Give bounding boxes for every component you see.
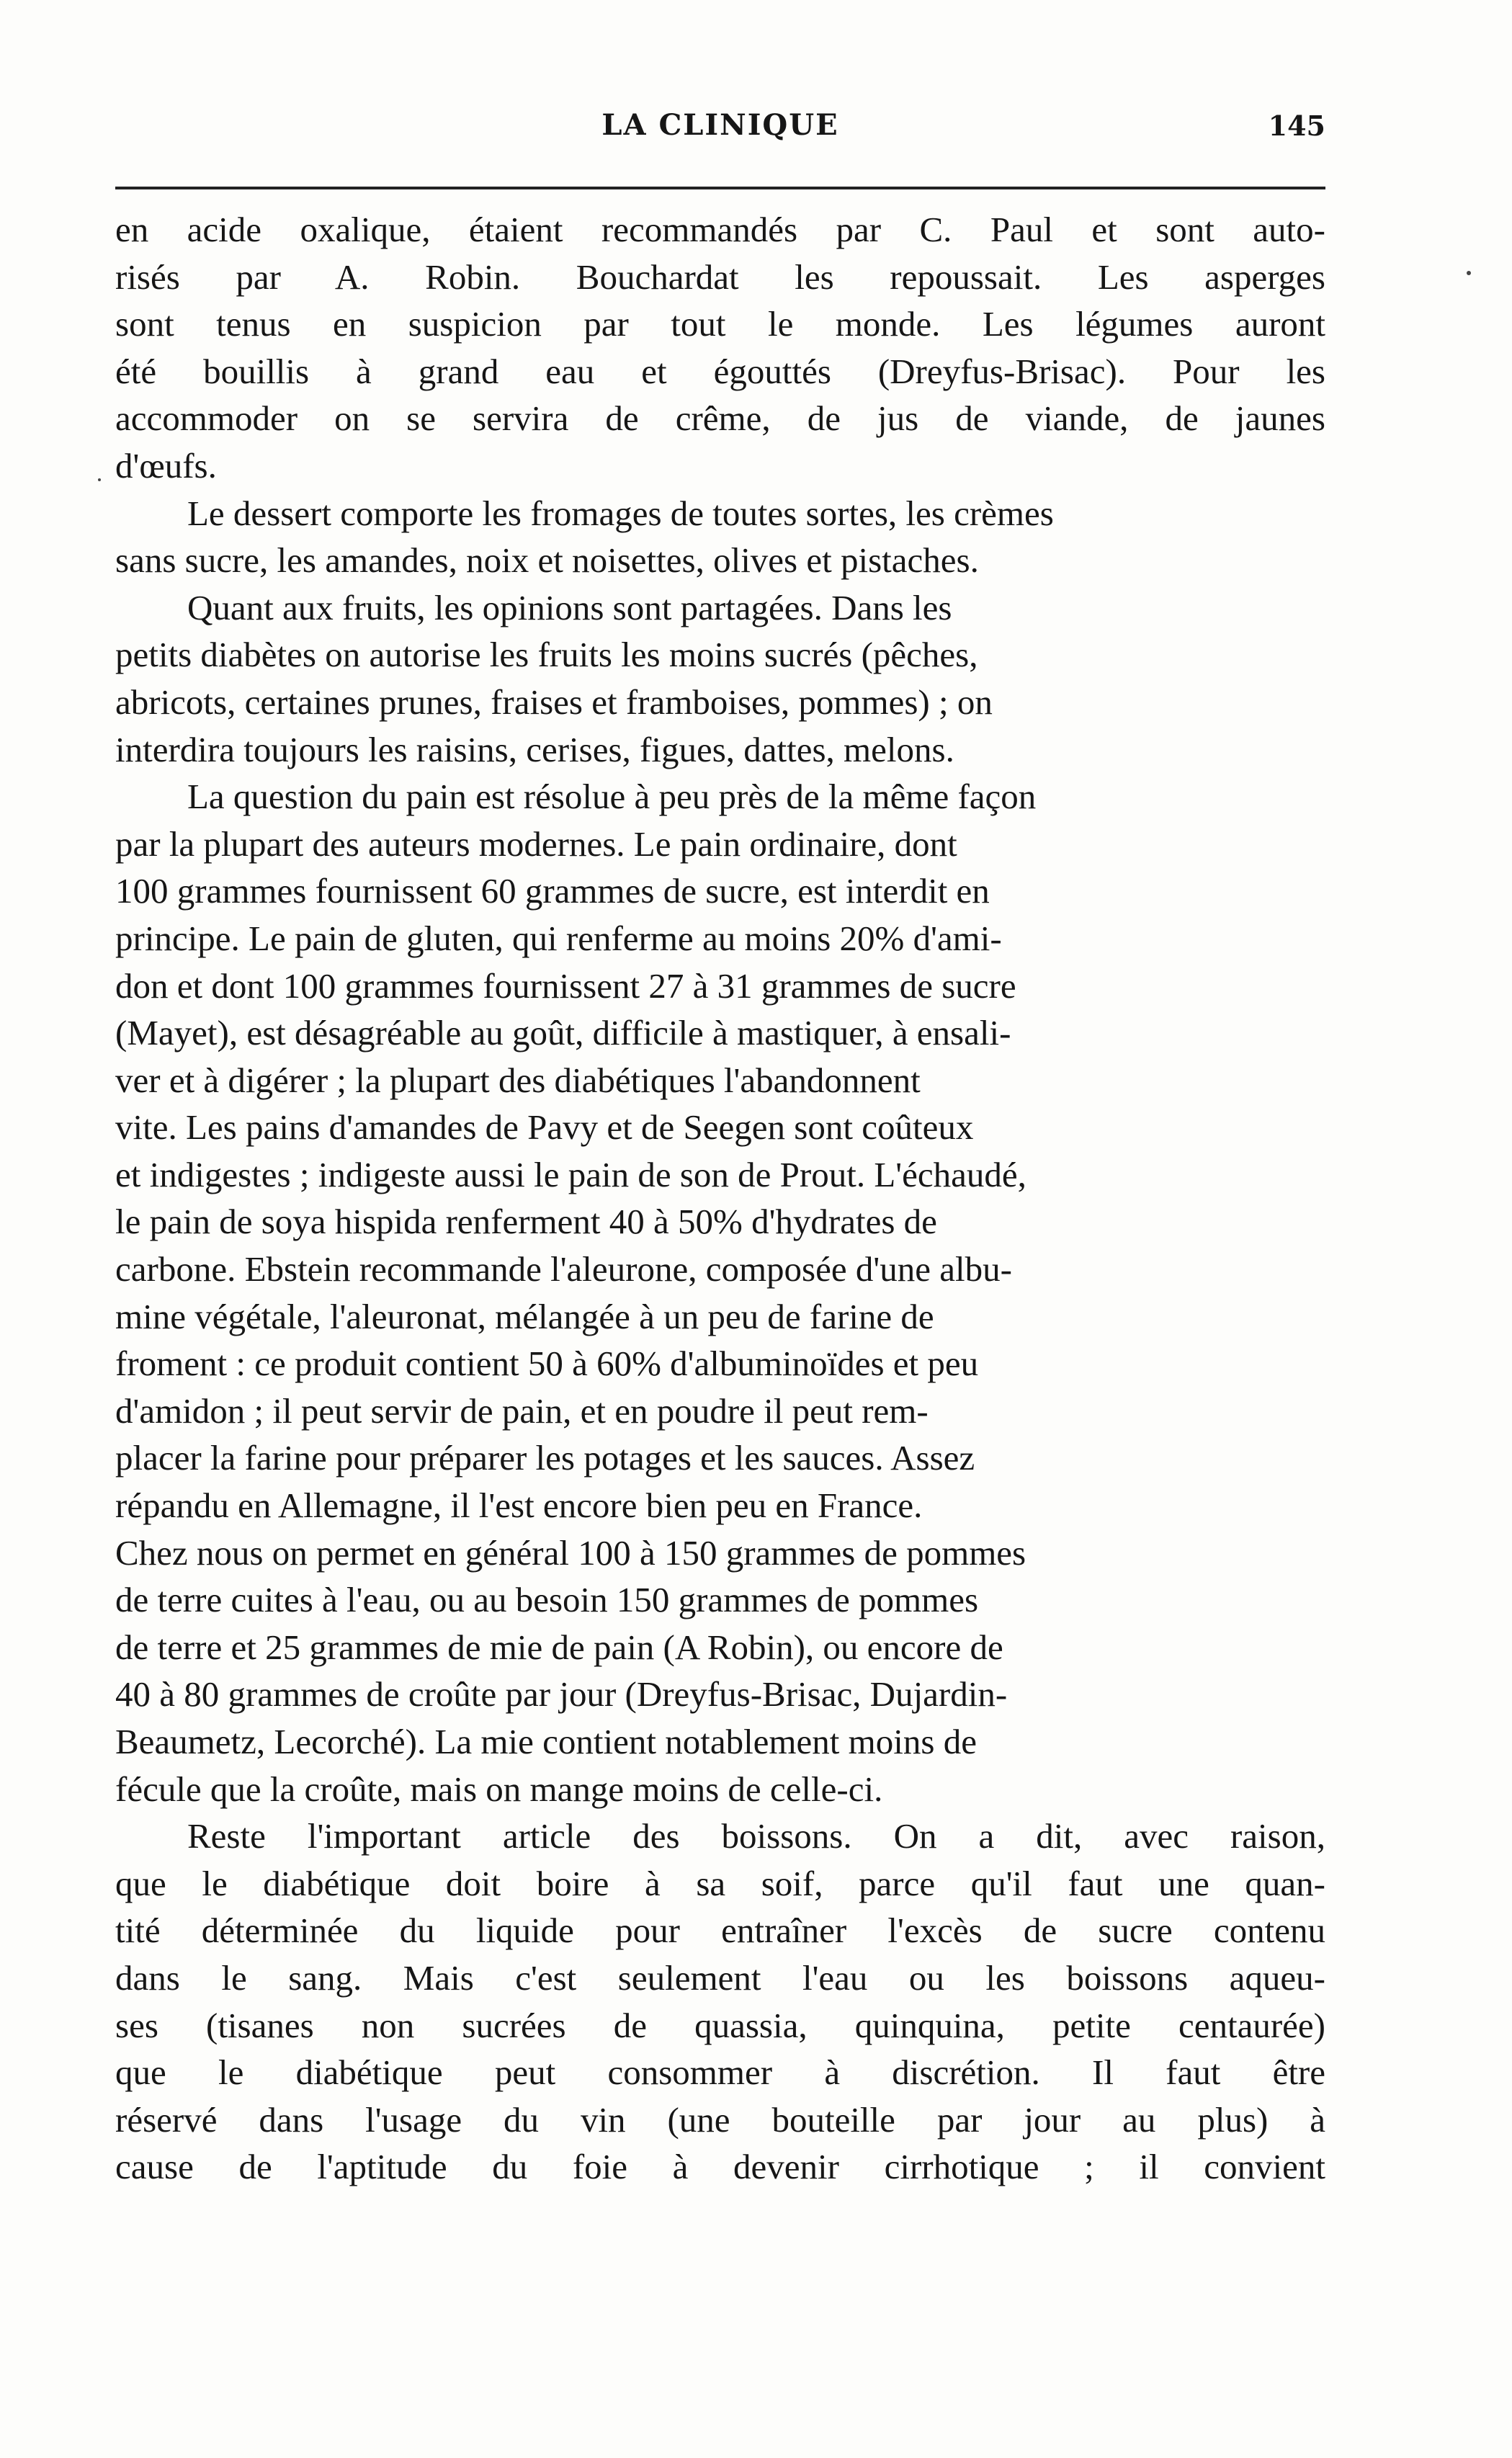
paragraph-dessert <box>115 490 1325 584</box>
text-line: abricots, certaines prunes, fraises et framboises, pommes) ; on <box>115 681 993 722</box>
text-line: Reste l'important article des boissons. On a dit, avec raison, <box>187 1816 1325 1856</box>
text-line: le pain de soya hispida renferment 40 à 50% d'hydrates de <box>115 1202 937 1242</box>
text-line: sans sucre, les amandes, noix et noisettes, olives et pistaches. <box>115 540 979 581</box>
text-line: d'amidon ; il peut servir de pain, et en poudre il peut rem- <box>115 1390 929 1431</box>
text-line: mine végétale, l'aleuronat, mélangée à un peu de farine de <box>115 1296 934 1336</box>
text-line: par la plupart des auteurs modernes. Le pain ordinaire, dont <box>115 823 957 864</box>
text-line: 40 à 80 grammes de croûte par jour (Dreyfus-Brisac, Dujardin- <box>115 1674 1008 1715</box>
text-line: répandu en Allemagne, il l'est encore bien peu en France. <box>115 1485 923 1526</box>
text-line: cause de l'aptitude du foie à devenir cirrhotique ; il convient <box>115 2147 1325 2187</box>
paragraph-bread <box>115 773 1325 1813</box>
text-line: don et dont 100 grammes fournissent 27 à 31 grammes de sucre <box>115 965 1016 1006</box>
page-header <box>115 108 1325 151</box>
text-line: de terre et 25 grammes de mie de pain (A Robin), ou encore de <box>115 1627 1003 1667</box>
text-line: froment : ce produit contient 50 à 60% d'albuminoïdes et peu <box>115 1344 979 1384</box>
text-line: réservé dans l'usage du vin (une bouteille par jour au plus) à <box>115 2099 1325 2140</box>
text-line: d'œufs. <box>115 445 217 486</box>
text-line: été bouillis à grand eau et égouttés (Dreyfus-Brisac). Pour les <box>115 351 1325 391</box>
page-number: 145 <box>1268 110 1325 142</box>
margin-speck <box>98 478 101 481</box>
text-line: en acide oxalique, étaient recommandés par C. Paul et sont auto- <box>115 210 1325 249</box>
text-line: accommoder on se servira de crême, de jus de viande, de jaunes <box>115 398 1325 439</box>
paragraph-fruits <box>115 584 1325 773</box>
text-line: risés par A. Robin. Bouchardat les repoussait. Les asperges <box>115 256 1325 297</box>
text-line: (Mayet), est désagréable au goût, difficile à mastiquer, à ensali- <box>115 1013 1011 1053</box>
text-line: tité déterminée du liquide pour entraîner l'excès de sucre contenu <box>115 1910 1325 1951</box>
body-text <box>115 206 1325 2191</box>
text-line: de terre cuites à l'eau, ou au besoin 150 grammes de pommes <box>115 1580 979 1620</box>
text-line: et indigestes ; indigeste aussi le pain de son de Prout. L'échaudé, <box>115 1154 1026 1194</box>
header-rule <box>115 187 1325 189</box>
text-line: fécule que la croûte, mais on mange moins de celle-ci. <box>115 1769 883 1809</box>
text-line: placer la farine pour préparer les potages et les sauces. Assez <box>115 1438 975 1478</box>
text-line: carbone. Ebstein recommande l'aleurone, composée d'une albu- <box>115 1249 1012 1290</box>
paragraph-drinks <box>115 1813 1325 2191</box>
text-line: dans le sang. Mais c'est seulement l'eau ou les boissons aqueu- <box>115 1957 1325 1998</box>
text-line: sont tenus en suspicion par tout le monde. Les légumes auront <box>115 304 1325 344</box>
text-line: ver et à digérer ; la plupart des diabétiques l'abandonnent <box>115 1060 921 1100</box>
text-line: Chez nous on permet en général 100 à 150 grammes de pommes <box>115 1532 1026 1573</box>
text-line: vite. Les pains d'amandes de Pavy et de Seegen sont coûteux <box>115 1107 974 1148</box>
text-line: Quant aux fruits, les opinions sont partagées. Dans les <box>187 587 952 627</box>
text-line: Beaumetz, Lecorché). La mie contient notablement moins de <box>115 1722 977 1761</box>
text-line: interdira toujours les raisins, cerises, figues, dattes, melons. <box>115 729 954 769</box>
text-line: 100 grammes fournissent 60 grammes de sucre, est interdit en <box>115 871 990 911</box>
paragraph-vegetables <box>115 206 1325 490</box>
text-line: que le diabétique peut consommer à discrétion. Il faut être <box>115 2052 1325 2093</box>
text-line: La question du pain est résolue à peu près de la même façon <box>187 777 1037 817</box>
text-line: Le dessert comporte les fromages de toutes sortes, les crèmes <box>187 493 1054 533</box>
running-title: LA CLINIQUE <box>601 108 839 142</box>
text-line: petits diabètes on autorise les fruits les moins sucrés (pêches, <box>115 635 978 675</box>
text-line: ses (tisanes non sucrées de quassia, quinquina, petite centaurée) <box>115 2005 1325 2045</box>
text-line: principe. Le pain de gluten, qui renferme au moins 20% d'ami- <box>115 918 1002 958</box>
margin-speck <box>1467 271 1471 275</box>
text-line: que le diabétique doit boire à sa soif, parce qu'il faut une quan- <box>115 1863 1325 1903</box>
